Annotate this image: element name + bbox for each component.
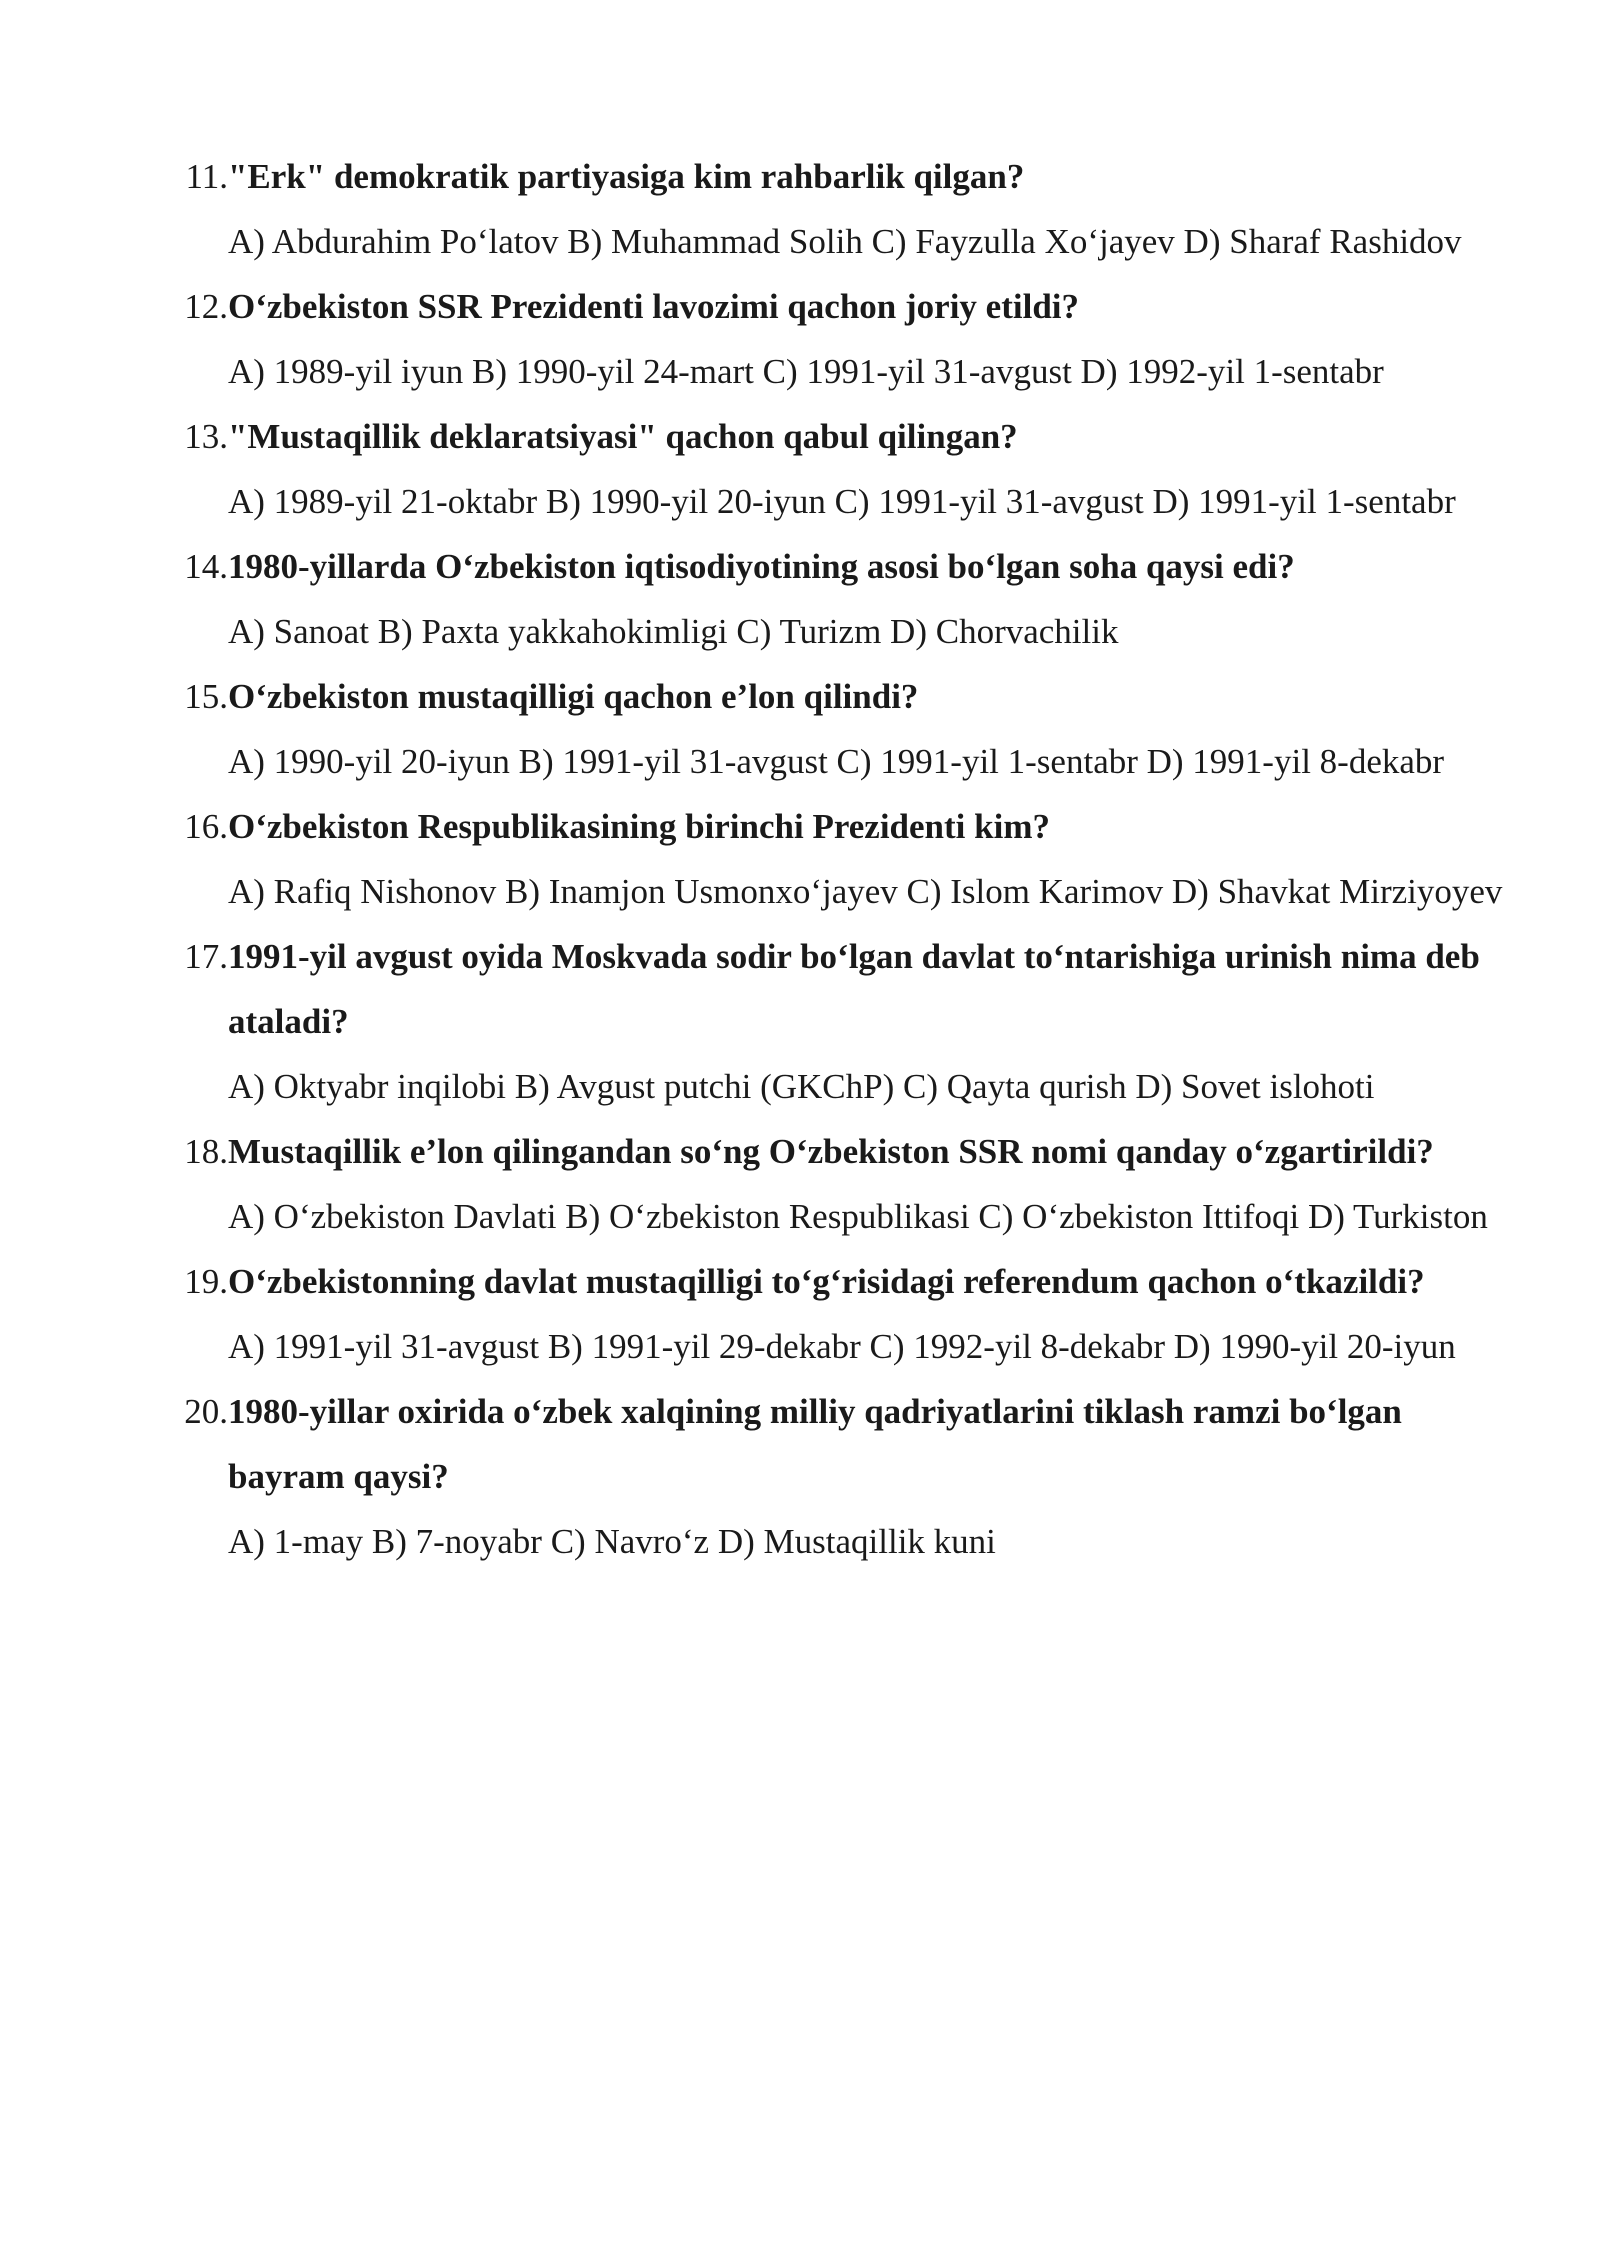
question-text: "Erk" demokratik partiyasiga kim rahbarlik qilgan? bbox=[228, 157, 1025, 196]
question-text: 1980-yillar oxirida o‘zbek xalqining milliy qadriyatlarini tiklash ramzi bo‘lgan bayram qaysi? bbox=[228, 1392, 1402, 1496]
question-item bbox=[178, 274, 1508, 404]
answer-options: A) Abdurahim Po‘latov B) Muhammad Solih C) Fayzulla Xo‘jayev D) Sharaf Rashidov bbox=[228, 222, 1462, 261]
question-number: 12. bbox=[184, 287, 228, 326]
question-item bbox=[178, 534, 1508, 664]
question-list bbox=[178, 144, 1508, 1574]
question-text: 1991-yil avgust oyida Moskvada sodir bo‘lgan davlat to‘ntarishiga urinish nima deb ataladi? bbox=[228, 937, 1480, 1041]
question-item bbox=[178, 924, 1508, 1119]
question-text: O‘zbekiston mustaqilligi qachon e’lon qilindi? bbox=[228, 677, 919, 716]
question-number: 17. bbox=[184, 937, 228, 976]
question-text: O‘zbekiston Respublikasining birinchi Prezidenti kim? bbox=[228, 807, 1050, 846]
question-number: 11. bbox=[185, 157, 228, 196]
question-number: 19. bbox=[184, 1262, 228, 1301]
answer-options: A) 1991-yil 31-avgust B) 1991-yil 29-dekabr C) 1992-yil 8-dekabr D) 1990-yil 20-iyun bbox=[228, 1327, 1456, 1366]
answer-options: A) Oktyabr inqilobi B) Avgust putchi (GKChP) C) Qayta qurish D) Sovet islohoti bbox=[228, 1067, 1375, 1106]
question-item bbox=[178, 1249, 1508, 1379]
question-item bbox=[178, 144, 1508, 274]
question-text: Mustaqillik e’lon qilingandan so‘ng O‘zbekiston SSR nomi qanday o‘zgartirildi? bbox=[228, 1132, 1434, 1171]
question-number: 15. bbox=[184, 677, 228, 716]
question-item bbox=[178, 1119, 1508, 1249]
question-text: "Mustaqillik deklaratsiyasi" qachon qabul qilingan? bbox=[228, 417, 1018, 456]
question-number: 20. bbox=[184, 1392, 228, 1431]
question-number: 14. bbox=[184, 547, 228, 586]
question-number: 16. bbox=[184, 807, 228, 846]
question-text: O‘zbekiston SSR Prezidenti lavozimi qachon joriy etildi? bbox=[228, 287, 1080, 326]
answer-options: A) O‘zbekiston Davlati B) O‘zbekiston Respublikasi C) O‘zbekiston Ittifoqi D) Turkiston bbox=[228, 1197, 1488, 1236]
question-text: 1980-yillarda O‘zbekiston iqtisodiyotining asosi bo‘lgan soha qaysi edi? bbox=[228, 547, 1295, 586]
question-item bbox=[178, 794, 1508, 924]
answer-options: A) Rafiq Nishonov B) Inamjon Usmonxo‘jayev C) Islom Karimov D) Shavkat Mirziyoyev bbox=[228, 872, 1503, 911]
answer-options: A) 1-may B) 7-noyabr C) Navro‘z D) Mustaqillik kuni bbox=[228, 1522, 996, 1561]
question-item bbox=[178, 1379, 1508, 1574]
answer-options: A) Sanoat B) Paxta yakkahokimligi C) Turizm D) Chorvachilik bbox=[228, 612, 1119, 651]
question-text: O‘zbekistonning davlat mustaqilligi to‘g‘risidagi referendum qachon o‘tkazildi? bbox=[228, 1262, 1425, 1301]
answer-options: A) 1989-yil 21-oktabr B) 1990-yil 20-iyun C) 1991-yil 31-avgust D) 1991-yil 1-sentabr bbox=[228, 482, 1456, 521]
question-number: 13. bbox=[184, 417, 228, 456]
question-number: 18. bbox=[184, 1132, 228, 1171]
answer-options: A) 1990-yil 20-iyun B) 1991-yil 31-avgust C) 1991-yil 1-sentabr D) 1991-yil 8-dekabr bbox=[228, 742, 1445, 781]
question-item bbox=[178, 664, 1508, 794]
question-item bbox=[178, 404, 1508, 534]
answer-options: A) 1989-yil iyun B) 1990-yil 24-mart C) 1991-yil 31-avgust D) 1992-yil 1-sentabr bbox=[228, 352, 1384, 391]
